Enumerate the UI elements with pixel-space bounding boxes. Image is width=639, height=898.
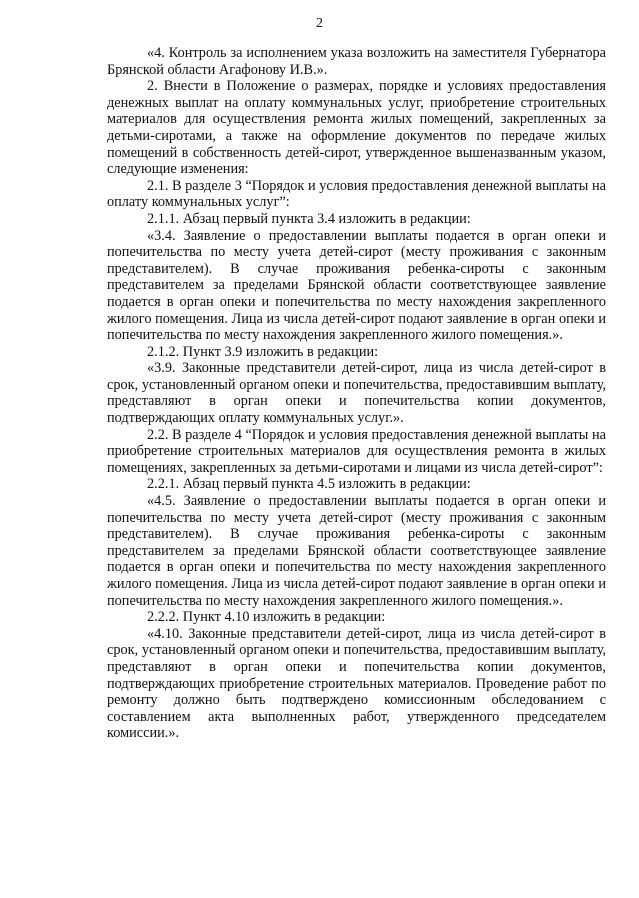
paragraph-item-2-1: 2.1. В разделе 3 “Порядок и условия предоставления денежной выплаты на оплату коммунальных услуг”:	[107, 177, 606, 211]
paragraph-item-2-1-2: 2.1.2. Пункт 3.9 изложить в редакции:	[147, 343, 379, 360]
paragraph-item-2-1-1: 2.1.1. Абзац первый пункта 3.4 изложить в редакции:	[147, 210, 471, 227]
paragraph-clause-3-4: «3.4. Заявление о предоставлении выплаты подается в орган опеки и попечительства по месту учета детей-сирот (месту проживания с законным представителем). В случае проживания ребенка-сироты с законным представителем за пределами Брянской области соответствующее заявление подается в орган опеки и попечительства по месту нахождения закрепленного жилого помещения. Лица из числа детей-сирот подают заявление в орган опеки и попечительства по месту нахождения закрепленного жилого помещения.».	[107, 227, 606, 344]
paragraph-item-2-2: 2.2. В разделе 4 “Порядок и условия предоставления денежной выплаты на приобретение строительных материалов для осуществления ремонта в жилых помещениях, закрепленных за детьми-сиротами и лицами из числа детей-сирот”:	[107, 426, 606, 476]
paragraph-clause-4-5: «4.5. Заявление о предоставлении выплаты подается в орган опеки и попечительства по месту учета детей-сирот (месту проживания с законным представителем). В случае проживания ребенка-сироты с законным представителем за пределами Брянской области соответствующее заявление подается в орган опеки и попечительства по месту нахождения закрепленного жилого помещения. Лица из числа детей-сирот подают заявление в орган опеки и попечительства по месту нахождения закрепленного жилого помещения.».	[107, 493, 606, 609]
paragraph-closing-clause-4: «4. Контроль за исполнением указа возложить на заместителя Губернатора Брянской области Агафонову И.В.».	[107, 45, 606, 78]
paragraph-item-2: 2. Внести в Положение о размерах, порядке и условиях предоставления денежных выплат на оплату коммунальных услуг, приобретение строительных материалов для осуществления ремонта жилых помещений, закрепленных за детьми-сиротами, а также на оформление документов по передаче жилых помещений в собственность детей-сирот, утвержденное вышеназванным указом, следующие изменения:	[107, 78, 606, 178]
document-body	[107, 45, 606, 742]
paragraph-clause-4-10: «4.10. Законные представители детей-сирот, лица из числа детей-сирот в срок, установленный органом опеки и попечительства, предоставившим выплату, представляют в орган опеки и попечительства копии документов, подтверждающих приобретение строительных материалов. Проведение работ по ремонту должно быть подтверждено комиссионным обследованием с составлением акта выполненных работ, утвержденного председателем комиссии.».	[107, 625, 606, 742]
paragraph-clause-3-9: «3.9. Законные представители детей-сирот, лица из числа детей-сирот в срок, установленный органом опеки и попечительства, предоставившим выплату, представляют в орган опеки и попечительства копии документов, подтверждающих оплату коммунальных услуг.».	[107, 360, 606, 427]
page-number: 2	[316, 16, 323, 31]
paragraph-item-2-2-2: 2.2.2. Пункт 4.10 изложить в редакции:	[147, 609, 386, 626]
paragraph-item-2-2-1: 2.2.1. Абзац первый пункта 4.5 изложить в редакции:	[147, 476, 471, 493]
